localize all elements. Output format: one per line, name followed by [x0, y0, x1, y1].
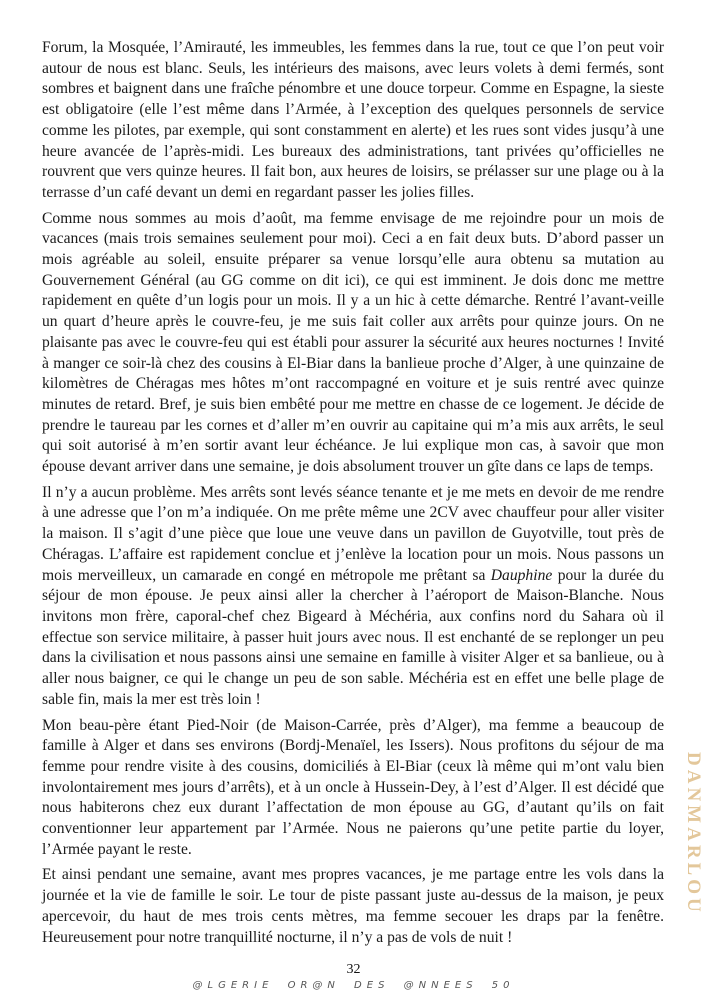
paragraph-2: Comme nous sommes au mois d’août, ma femme envisage de me rejoindre pour un mois de vacances (mais trois semaines seulement pour moi). Ceci a en fait deux buts. D’abord passer un mois agréable au soleil, ensuite préparer sa venue lorsqu’elle aura obtenu sa mutation au Gouvernement Général (au GG comme on dit ici), ce qui est imminent. Je dois donc me mettre rapidement en quête d’un logis pour un mois. Il y a un hic à cette démarche. Rentré l’avant-veille un quart d’heure après le couvre-feu, je me suis fait coller aux arrêts pour quinze jours. On ne plaisante pas avec le couvre-feu qui est établi pour assurer la sécurité aux heures nocturnes ! Invité à manger ce soir-là chez des cousins à El-Biar dans la banlieue proche d’Alger, à une quinzaine de kilomètres de Chéragas mes hôtes m’ont raccompagné en voiture et je suis rentré avec quinze minutes de retard. Bref, je suis bien embêté pour me mettre en chasse de ce logement. Je décide de prendre le taureau par les cornes et d’aller m’en ouvrir au capitaine qui m’a mis aux arrêts, le seul qui soit autorisé à m’en sortir avant leur échéance. Je lui explique mon cas, à savoir que mon épouse devant arriver dans une semaine, je dois absolument trouver un gîte dans ce laps de temps.	[42, 209, 664, 476]
footer-series-title: @LGERIE OR@N DES @NNEES 50	[192, 980, 515, 991]
paragraph-5: Et ainsi pendant une semaine, avant mes propres vacances, je me partage entre les vols dans la journée et la vie de famille le soir. Le tour de piste passant juste au-dessus de la maison, je peux apercevoir, du haut de mes trois cents mètres, ma femme secouer les draps par la fenêtre. Heureusement pour notre tranquillité nocturne, il n’y a pas de vols de nuit !	[42, 866, 664, 946]
body-text	[42, 38, 664, 953]
paragraph-4: Mon beau-père étant Pied-Noir (de Maison-Carrée, près d’Alger), ma femme a beaucoup de famille à Alger et dans ses environs (Bordj-Menaïel, les Issers). Nous profitons du séjour de ma femme pour rendre visite à des cousins, domiciliés à El-Biar (ceux là même qui m’ont valu bien involontairement mes jours d’arrêts), et à un oncle à Hussein-Dey, à l’est d’Alger. Il est décidé que nous habiterons chez eux durant l’affectation de mon épouse au GG, d’autant qu’ils on fait conventionner leur appartement par l’Armée. Nous ne paierons qu’une petite partie du loyer, l’Armée payant le reste.	[42, 716, 664, 858]
paragraph-1: Forum, la Mosquée, l’Amirauté, les immeubles, les femmes dans la rue, tout ce que l’on peut voir autour de nous est blanc. Seuls, les intérieurs des maisons, avec leurs volets à demi fermés, sont sombres et baignent dans une fraîche pénombre et une douce torpeur. Comme en Espagne, la sieste est obligatoire (elle l’est même dans l’Armée, à l’exception des quelques personnels de service comme les pilotes, par exemple, qui sont constamment en alerte) et les rues sont vides jusqu’à une heure avancée de l’après-midi. Les bureaux des administrations, tant privées qu’officielles ne rouvrent que vers quinze heures. Il fait bon, aux heures de loisirs, se prélasser sur une plage ou à la terrasse d’un café devant un demi en regardant passer les jolies filles.	[42, 39, 664, 201]
page-number: 32	[346, 962, 361, 977]
italic-car-name: Dauphine	[490, 566, 553, 584]
side-author-title: DANMARLOU	[683, 752, 704, 916]
paragraph-3: Il n’y a aucun problème. Mes arrêts sont levés séance tenante et je me mets en devoir de me rendre à une adresse que l’on m’a indiquée. On me prête même une 2CV avec chauffeur pour aller visiter la maison. Il s’agit d’une pièce que loue une veuve dans un pavillon de Guyotville, tout près de Chéragas. L’affaire est rapidement conclue et j’enlève la location pour un mois. Nous passons un mois merveilleux, un camarade en congé en métropole me prêtant sa Dauphine pour la durée du séjour de mon épouse. Je peux ainsi aller la chercher à l’aéroport de Maison-Blanche. Nous invitons mon frère, caporal-chef chez Bigeard à Méchéria, aux confins nord du Sahara où il effectue son service militaire, à passer huit jours avec nous. Il est enchanté de se replonger un peu dans la civilisation et nous passons ainsi une semaine en famille à visiter Alger et sa banlieue, ou à aller nous baigner, ce qui le change un peu de son sable. Méchéria est en effet une belle plage de sable fin, mais la mer est très loin !	[42, 483, 664, 708]
